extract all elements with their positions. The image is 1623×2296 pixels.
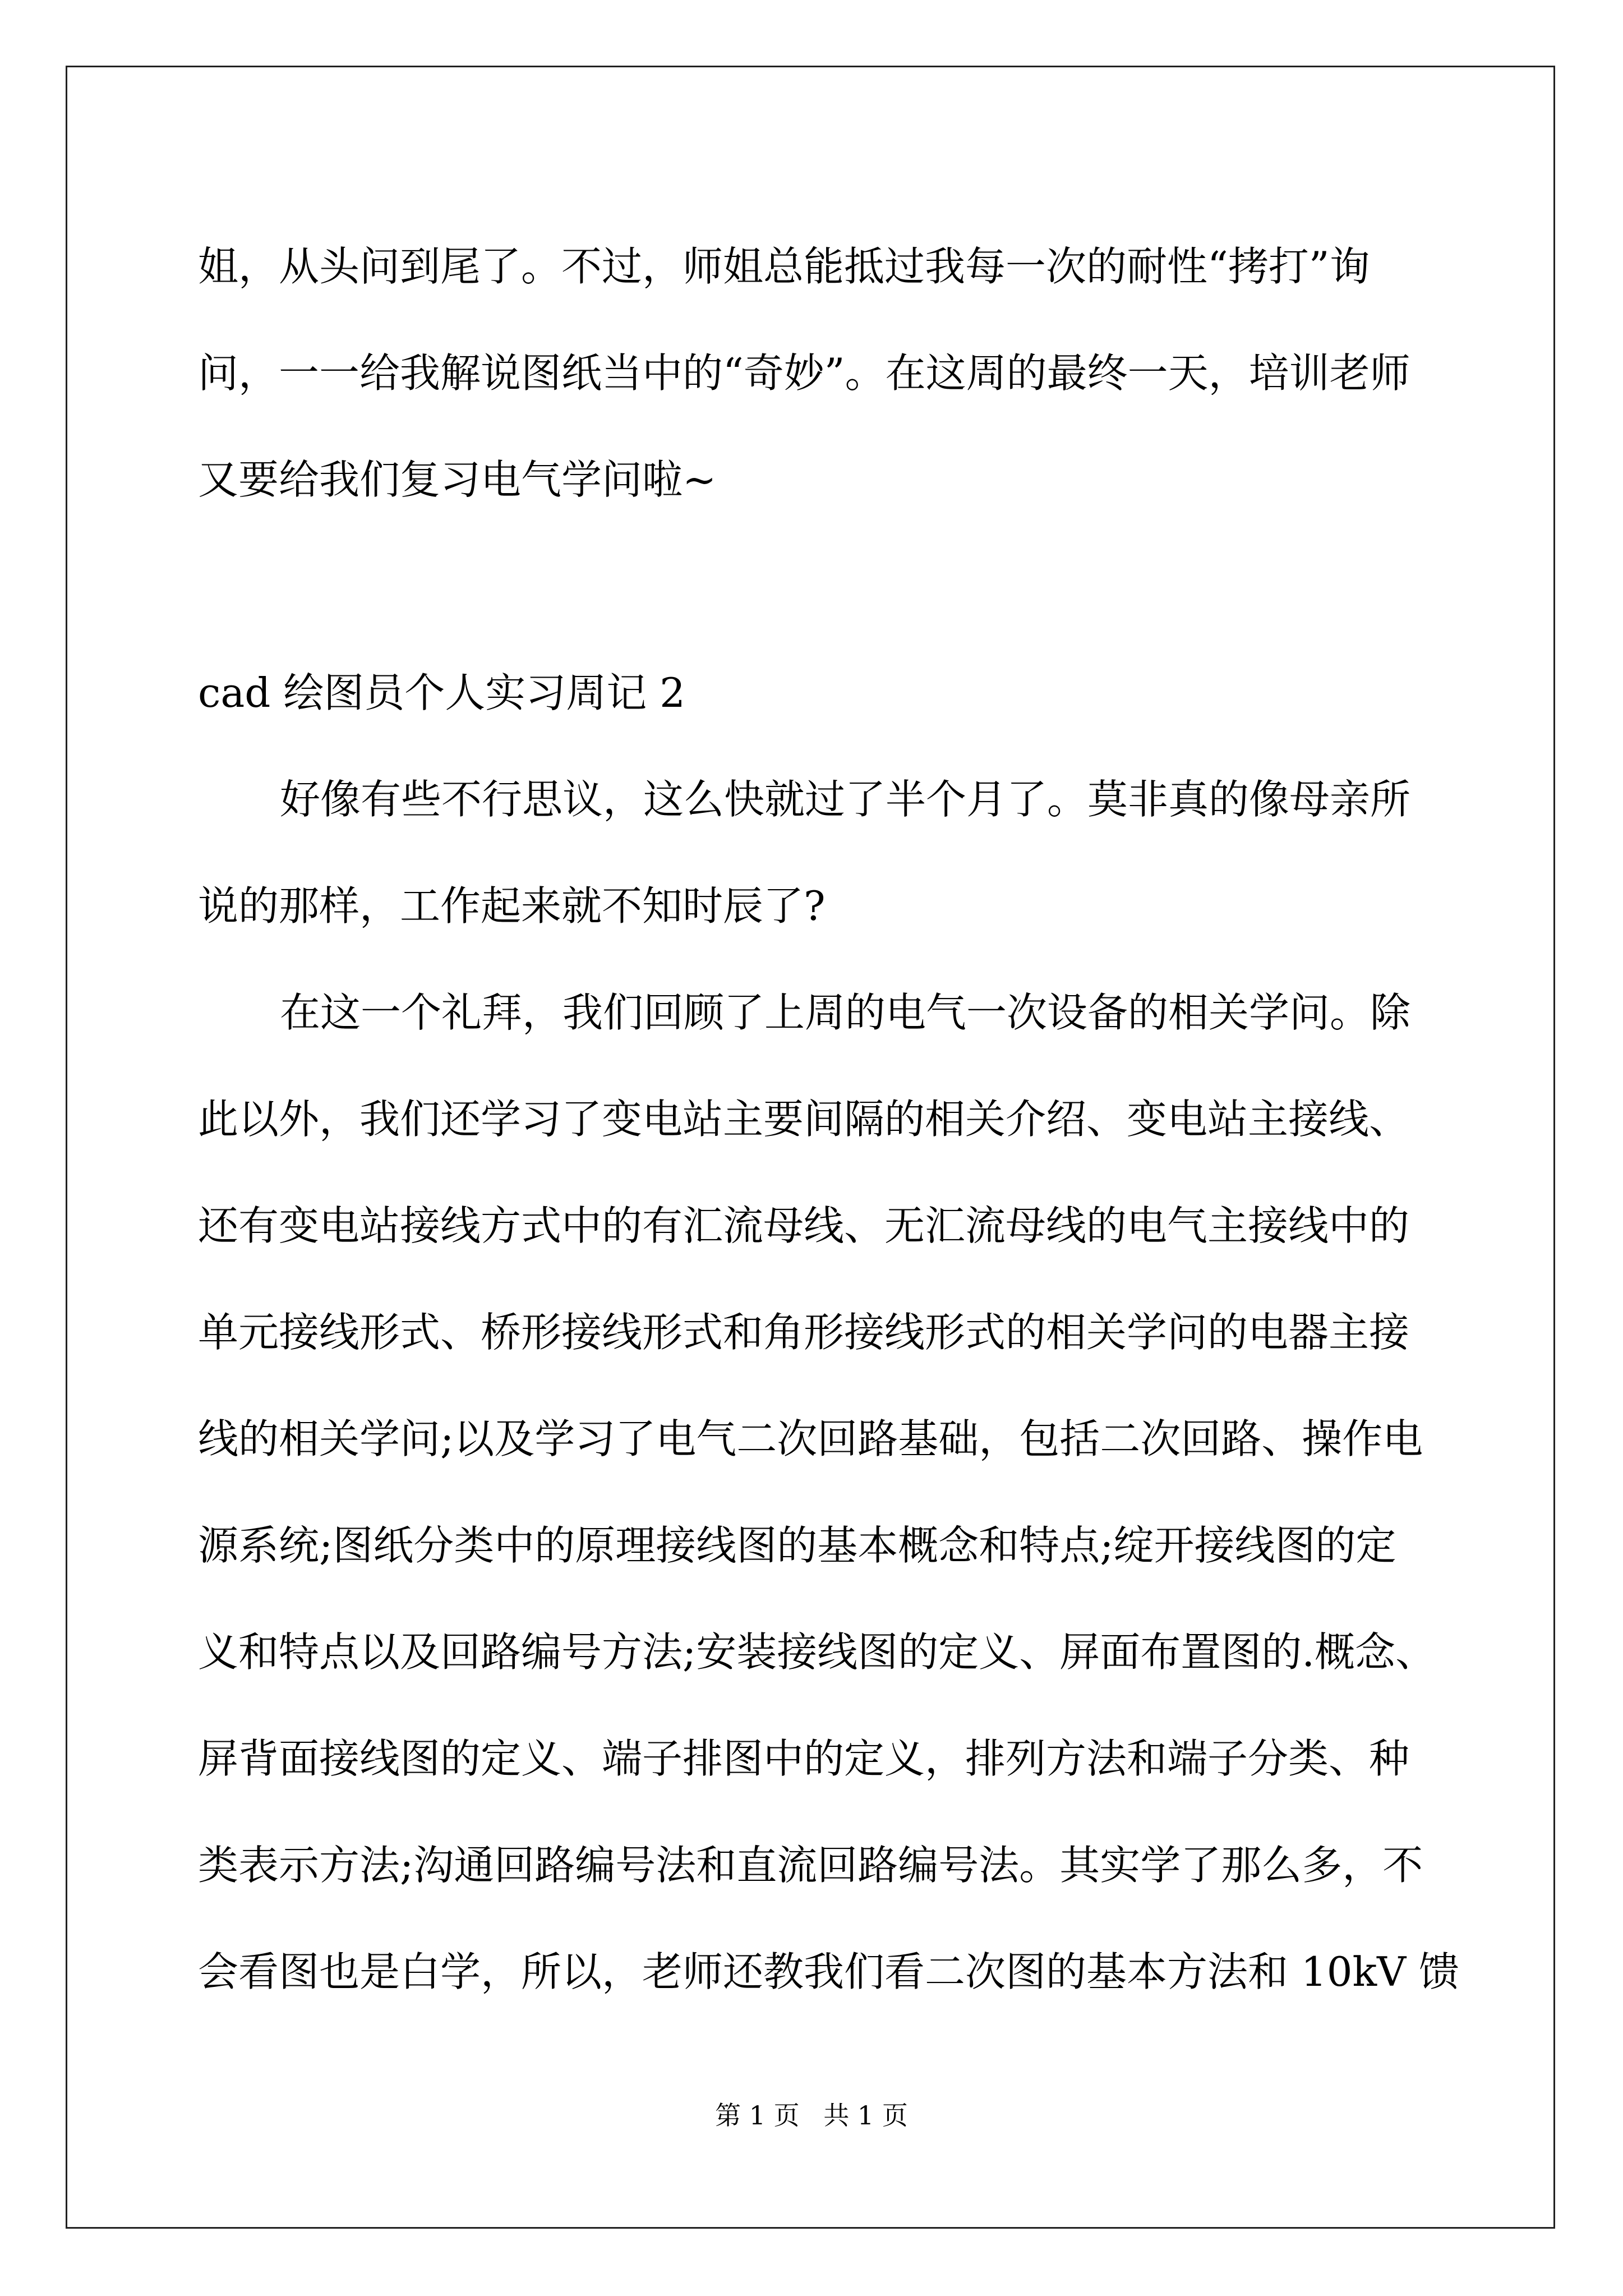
text-line: 义和特点以及回路编号方法;安装接线图的定义、屏面布置图的.概念、: [198, 1628, 1436, 1676]
text-line: 还有变电站接线方式中的有汇流母线、无汇流母线的电气主接线中的: [198, 1202, 1410, 1249]
text-line: 姐，从头问到尾了。不过，师姐总能抵过我每一次的耐性“拷打”询: [198, 243, 1370, 290]
text-line: 会看图也是白学，所以，老师还教我们看二次图的基本方法和 10kV 馈: [198, 1948, 1460, 1995]
section-heading: cad 绘图员个人实习周记 2: [198, 669, 685, 716]
text-line: 线的相关学问;以及学习了电气二次回路基础，包括二次回路、操作电: [198, 1415, 1423, 1462]
text-line: 源系统;图纸分类中的原理接线图的基本概念和特点;绽开接线图的定: [198, 1522, 1396, 1569]
document-body: [198, 213, 1460, 2025]
text-line: 问，一一给我解说图纸当中的“奇妙”。在这周的最终一天，培训老师: [198, 349, 1410, 397]
text-line: 屏背面接线图的定义、端子排图中的定义，排列方法和端子分类、种: [198, 1735, 1410, 1782]
text-line: 好像有些不行思议，这么快就过了半个月了。莫非真的像母亲所: [280, 776, 1411, 823]
text-line: 单元接线形式、桥形接线形式和角形接线形式的相关学问的电器主接: [198, 1309, 1410, 1356]
text-line: 此以外，我们还学习了变电站主要间隔的相关介绍、变电站主接线、: [198, 1096, 1410, 1143]
text-line: 说的那样，工作起来就不知时辰了?: [198, 882, 826, 930]
text-line: 在这一个礼拜，我们回顾了上周的电气一次设备的相关学问。除: [280, 989, 1411, 1036]
page-footer: [0, 2095, 1623, 2132]
text-line: 类表示方法;沟通回路编号法和直流回路编号法。其实学了那么多，不: [198, 1842, 1423, 1889]
page-total: 共 1 页: [823, 2100, 908, 2131]
paragraph-gap: [198, 533, 1426, 639]
text-line: 又要给我们复习电气学问啦~: [198, 456, 717, 503]
page-number: 第 1 页: [715, 2100, 800, 2131]
